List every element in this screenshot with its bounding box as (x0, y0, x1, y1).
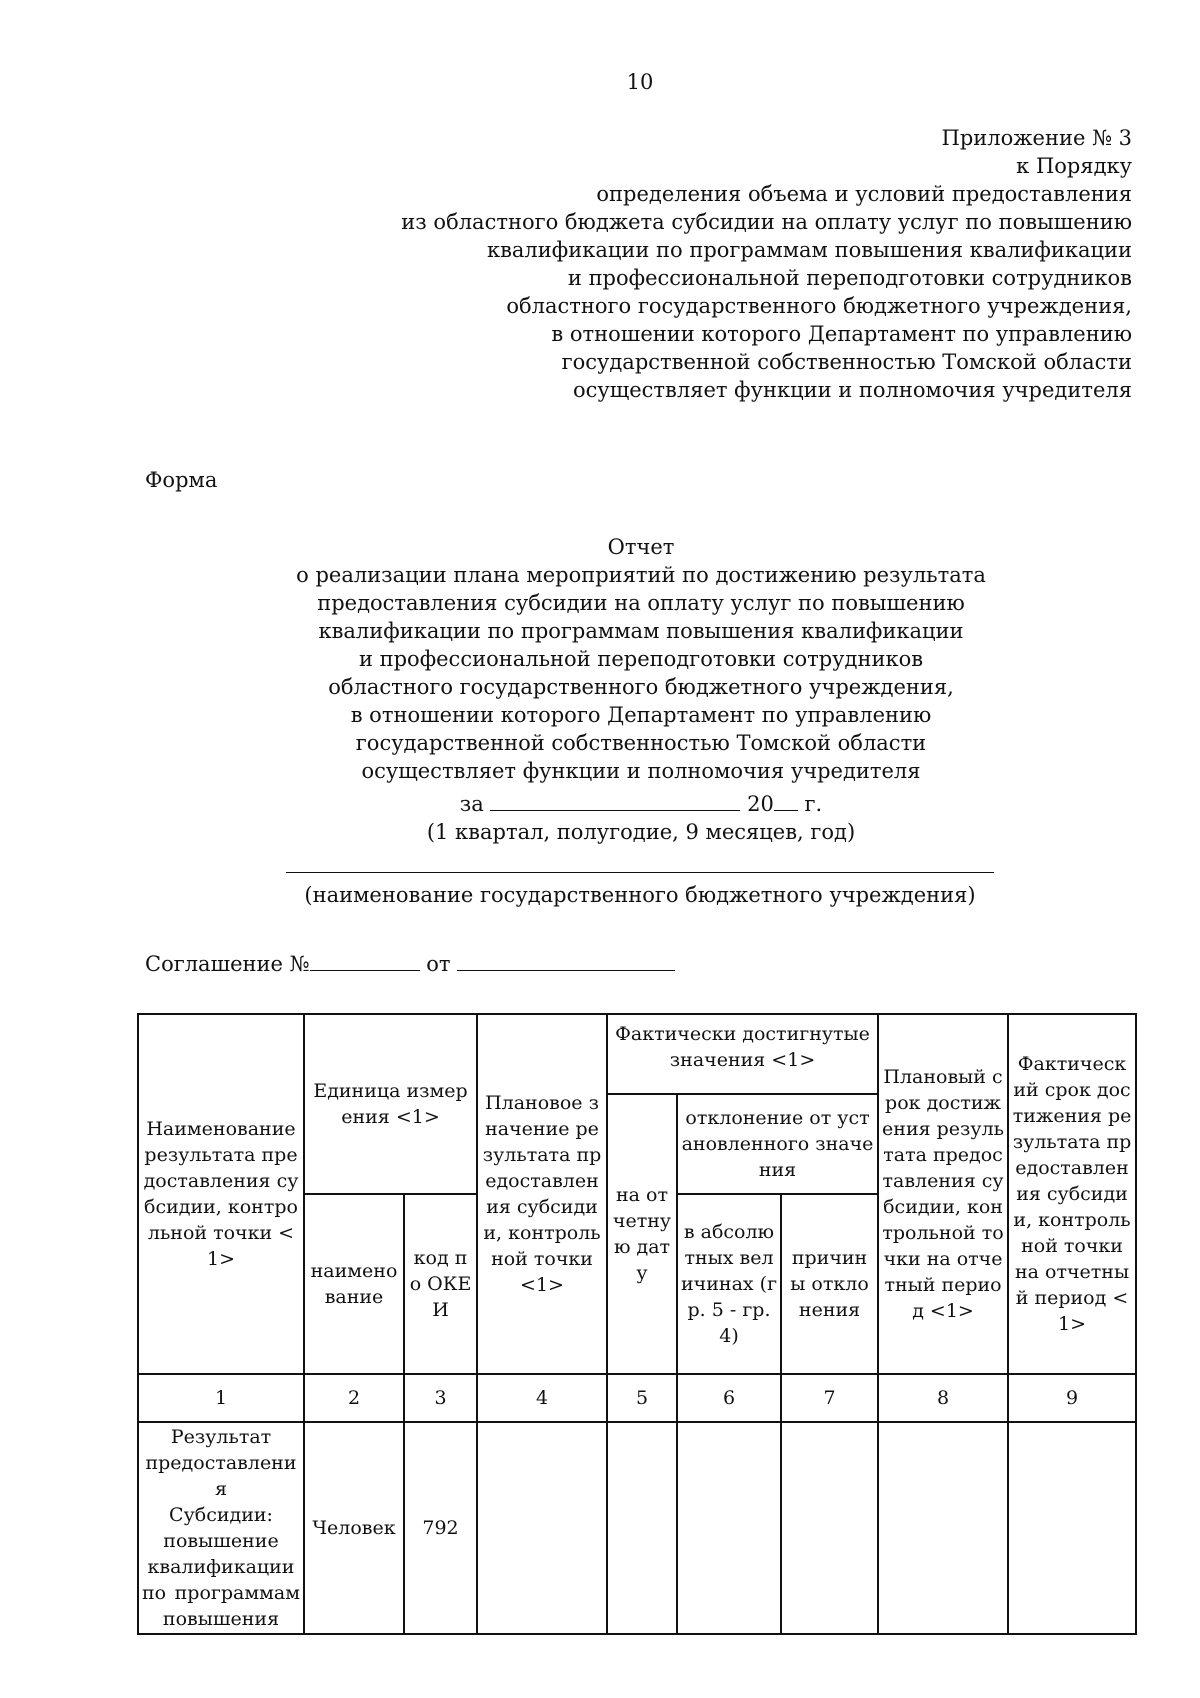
appendix-line: государственной собственностью Томской области (561, 350, 1132, 374)
appendix-line: осуществляет функции и полномочия учредителя (572, 378, 1132, 402)
agreement-from: от (426, 952, 451, 976)
agreement-label: Соглашение № (145, 952, 310, 976)
title-line: Отчет (607, 535, 675, 559)
period-note: (1 квартал, полугодие, 9 месяцев, год) (426, 820, 856, 844)
row-unit-code: 792 (404, 1422, 477, 1634)
row-reasons[interactable] (781, 1422, 878, 1634)
appendix-line: квалификации по программам повышения квалификации (486, 238, 1132, 262)
row-absolute[interactable] (677, 1422, 781, 1634)
year-blank[interactable] (774, 790, 798, 811)
row-name-word: программам (174, 1582, 300, 1604)
row-name-line: повышения (162, 1608, 280, 1630)
header-unit-code: код по ОКЕИ (404, 1194, 477, 1374)
title-line: квалификации по программам повышения квалификации (318, 619, 964, 643)
period-prefix: за (459, 792, 484, 816)
column-number: 3 (404, 1374, 477, 1422)
row-planned-value[interactable] (477, 1422, 607, 1634)
row-name-line: предоставления (145, 1452, 297, 1500)
row-unit-name: Человек (304, 1422, 404, 1634)
header-reasons: причины отклонения (781, 1194, 878, 1374)
header-result-name: Наименование результата предоставления субсидии, контрольной точки <1> (138, 1014, 304, 1374)
row-actual-term[interactable] (1008, 1422, 1136, 1634)
title-line: и профессиональной переподготовки сотрудников (358, 647, 924, 671)
column-numbers-row (138, 1374, 1136, 1422)
column-number: 4 (477, 1374, 607, 1422)
institution-name-line[interactable] (286, 872, 994, 873)
row-name-word: по (142, 1582, 167, 1604)
period-line (0, 790, 1200, 816)
agreement-date-blank[interactable] (457, 950, 675, 971)
period-blank[interactable] (490, 790, 740, 811)
form-label: Форма (145, 468, 218, 492)
title-line: предоставления субсидии на оплату услуг по повышению (317, 591, 965, 615)
appendix-line: Приложение № 3 (941, 126, 1132, 150)
row-result-name (138, 1422, 304, 1634)
header-unit-name: наименование (304, 1194, 404, 1374)
column-number: 5 (607, 1374, 677, 1422)
row-name-line: Субсидии: (169, 1504, 273, 1526)
appendix-line: определения объема и условий предоставления (596, 182, 1132, 206)
agreement-number-blank[interactable] (310, 950, 420, 971)
table-row (138, 1422, 1136, 1634)
row-name-line: повышение (163, 1530, 279, 1552)
header-deviation: отклонение от установленного значения (677, 1094, 878, 1194)
report-title (0, 533, 1200, 785)
period-year: 20 (747, 792, 774, 816)
header-on-date: на отчетную дату (607, 1094, 677, 1374)
report-table (137, 1013, 1137, 1635)
appendix-header (372, 124, 1132, 404)
row-name-line (142, 1580, 300, 1606)
title-line: областного государственного бюджетного учреждения, (328, 675, 954, 699)
title-line: в отношении которого Департамент по управлению (350, 703, 932, 727)
appendix-line: к Порядку (1016, 154, 1132, 178)
header-planned-term: Плановый срок достижения результата предоставления субсидии, контрольной точки на отчетный период <1> (878, 1014, 1008, 1374)
row-name-line: квалификации (147, 1556, 295, 1578)
period-suffix: г. (804, 792, 823, 816)
column-number: 7 (781, 1374, 878, 1422)
header-unit: Единица измерения <1> (304, 1014, 477, 1194)
appendix-line: областного государственного бюджетного учреждения, (506, 294, 1132, 318)
row-on-date[interactable] (607, 1422, 677, 1634)
header-actual: Фактически достигнутые значения <1> (607, 1014, 878, 1094)
institution-note: (наименование государственного бюджетного учреждения) (304, 883, 976, 907)
column-number: 8 (878, 1374, 1008, 1422)
column-number: 2 (304, 1374, 404, 1422)
header-planned-value: Плановое значение результата предоставления субсидии, контрольной точки <1> (477, 1014, 607, 1374)
title-line: о реализации плана мероприятий по достижению результата (296, 563, 986, 587)
column-number: 6 (677, 1374, 781, 1422)
header-actual-term: Фактический срок достижения результата предоставления субсидии, контрольной точки на отчетный период <1> (1008, 1014, 1136, 1374)
agreement-line (145, 950, 675, 976)
column-number: 9 (1008, 1374, 1136, 1422)
row-planned-term[interactable] (878, 1422, 1008, 1634)
page-number: 10 (626, 70, 654, 94)
column-number: 1 (138, 1374, 304, 1422)
appendix-line: и профессиональной переподготовки сотрудников (567, 266, 1132, 290)
row-name-line: Результат (170, 1426, 272, 1448)
appendix-line: из областного бюджета субсидии на оплату услуг по повышению (401, 210, 1132, 234)
title-line: осуществляет функции и полномочия учредителя (361, 759, 921, 783)
title-line: государственной собственностью Томской области (355, 731, 927, 755)
appendix-line: в отношении которого Департамент по управлению (551, 322, 1132, 346)
header-absolute: в абсолютных величинах (гр. 5 - гр. 4) (677, 1194, 781, 1374)
